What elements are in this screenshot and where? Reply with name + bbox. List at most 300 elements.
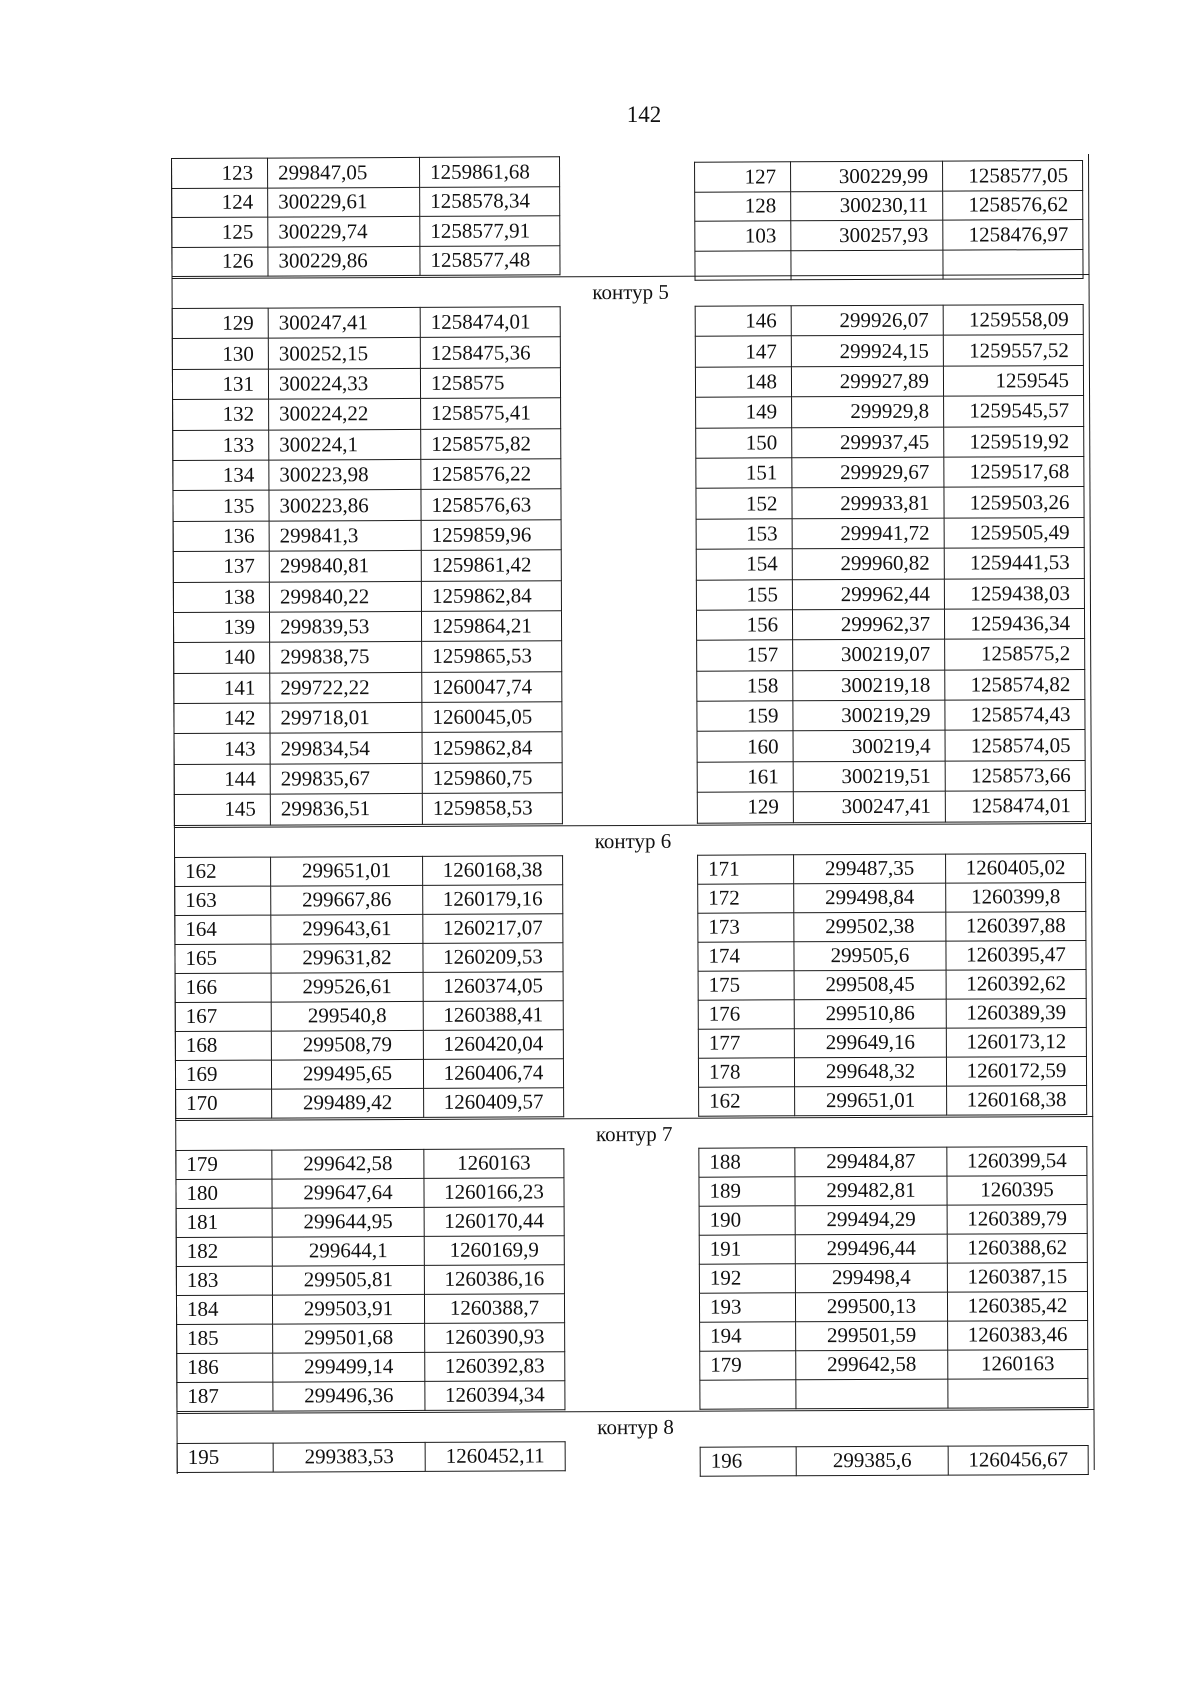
point-number-cell: 133 xyxy=(173,430,269,461)
left-coordinates-table xyxy=(177,1441,566,1473)
table-row xyxy=(173,520,561,552)
table-row xyxy=(175,972,563,1003)
x-coordinate-cell: 299508,45 xyxy=(794,970,946,1000)
y-coordinate-cell: 1260163 xyxy=(948,1349,1088,1379)
x-coordinate-cell: 299631,82 xyxy=(271,943,423,973)
point-number-cell: 129 xyxy=(172,308,268,339)
table-row xyxy=(699,1146,1087,1177)
table-row xyxy=(695,305,1083,337)
right-coordinates-table xyxy=(695,304,1086,823)
table-row xyxy=(700,1378,1088,1409)
point-number-cell: 126 xyxy=(172,247,268,277)
point-number-cell: 189 xyxy=(699,1177,795,1206)
table-row xyxy=(175,1030,563,1061)
point-number-cell: 128 xyxy=(695,191,791,221)
y-coordinate-cell: 1259557,52 xyxy=(943,335,1083,366)
table-row xyxy=(699,1085,1087,1116)
y-coordinate-cell: 1260405,02 xyxy=(946,853,1086,883)
point-number-cell: 129 xyxy=(697,792,793,823)
point-number-cell: 150 xyxy=(696,427,792,458)
y-coordinate-cell: 1260388,62 xyxy=(947,1233,1087,1263)
table-row xyxy=(175,943,563,974)
x-coordinate-cell: 299937,45 xyxy=(792,427,944,458)
point-number-cell: 162 xyxy=(175,857,271,886)
table-row xyxy=(696,456,1084,488)
table-row xyxy=(699,1204,1087,1235)
x-coordinate-cell: 299722,22 xyxy=(270,672,422,703)
point-number-cell: 145 xyxy=(174,794,270,825)
left-coordinates-table xyxy=(171,156,561,277)
x-coordinate-cell: 299847,05 xyxy=(268,157,420,187)
x-coordinate-cell: 299651,01 xyxy=(795,1086,947,1116)
x-coordinate-cell: 299505,6 xyxy=(794,941,946,971)
x-coordinate-cell: 300229,61 xyxy=(268,187,420,217)
x-coordinate-cell: 299836,51 xyxy=(270,794,422,825)
table-row xyxy=(172,157,560,188)
x-coordinate-cell: 299643,61 xyxy=(271,914,423,944)
table-row xyxy=(175,1001,563,1032)
point-number-cell: 163 xyxy=(175,886,271,915)
point-number-cell: 184 xyxy=(176,1295,272,1324)
x-coordinate-cell: 299501,68 xyxy=(273,1323,425,1353)
table-row xyxy=(698,1056,1086,1087)
y-coordinate-cell: 1259558,09 xyxy=(943,305,1083,336)
table-row xyxy=(698,969,1086,1000)
x-coordinate-cell: 299499,14 xyxy=(273,1352,425,1382)
table-row xyxy=(174,793,562,825)
x-coordinate-cell: 299835,67 xyxy=(270,763,422,794)
y-coordinate-cell: 1260392,62 xyxy=(946,969,1086,999)
point-number-cell: 153 xyxy=(696,519,792,550)
y-coordinate-cell: 1258474,01 xyxy=(420,307,560,338)
x-coordinate-cell: 299840,81 xyxy=(269,551,421,582)
table-row xyxy=(697,700,1085,732)
y-coordinate-cell: 1258475,36 xyxy=(420,337,560,368)
y-coordinate-cell: 1258575,2 xyxy=(945,639,1085,670)
y-coordinate-cell: 1260452,11 xyxy=(425,1442,565,1472)
x-coordinate-cell: 299500,13 xyxy=(795,1292,947,1322)
x-coordinate-cell: 299496,36 xyxy=(273,1381,425,1411)
table-row xyxy=(172,307,560,339)
y-coordinate-cell: 1259861,68 xyxy=(420,157,560,187)
point-number-cell: 162 xyxy=(699,1087,795,1116)
point-number-cell: 175 xyxy=(698,971,794,1000)
table-row xyxy=(175,856,563,887)
y-coordinate-cell: 1260395 xyxy=(947,1175,1087,1205)
x-coordinate-cell: 299498,84 xyxy=(794,883,946,913)
point-number-cell: 151 xyxy=(696,458,792,489)
table-row xyxy=(172,337,560,369)
point-number-cell: 139 xyxy=(173,612,269,643)
table-row xyxy=(696,487,1084,519)
y-coordinate-cell: 1260456,67 xyxy=(948,1445,1088,1475)
point-number-cell: 141 xyxy=(174,673,270,704)
x-coordinate-cell: 300224,1 xyxy=(269,429,421,460)
y-coordinate-cell: 1258576,22 xyxy=(421,459,561,490)
left-coordinates-table xyxy=(175,1148,565,1412)
y-coordinate-cell: 1260170,44 xyxy=(424,1207,564,1237)
point-number-cell: 136 xyxy=(173,521,269,552)
point-number-cell: 142 xyxy=(174,703,270,734)
point-number-cell: 174 xyxy=(698,942,794,971)
y-coordinate-cell: 1259436,34 xyxy=(944,608,1084,639)
x-coordinate-cell: 300223,86 xyxy=(269,490,421,521)
point-number-cell: 144 xyxy=(174,764,270,795)
y-coordinate-cell: 1260374,05 xyxy=(423,972,563,1002)
y-coordinate-cell: 1259862,84 xyxy=(421,580,561,611)
point-number-cell: 181 xyxy=(176,1208,272,1237)
x-coordinate-cell: 300257,93 xyxy=(791,220,943,250)
point-number-cell: 176 xyxy=(698,1000,794,1029)
point-number-cell: 178 xyxy=(698,1058,794,1087)
x-coordinate-cell: 300219,18 xyxy=(793,670,945,701)
table-row xyxy=(700,1445,1088,1476)
x-coordinate-cell: 299927,89 xyxy=(791,366,943,397)
table-row xyxy=(177,1352,565,1383)
table-row xyxy=(695,161,1083,192)
y-coordinate-cell: 1260388,41 xyxy=(423,1001,563,1031)
y-coordinate-cell: 1260387,15 xyxy=(947,1262,1087,1292)
point-number-cell: 193 xyxy=(699,1293,795,1322)
table-row xyxy=(697,669,1085,701)
y-coordinate-cell: 1260386,16 xyxy=(424,1265,564,1295)
table-row xyxy=(699,1175,1087,1206)
point-number-cell: 159 xyxy=(697,701,793,732)
y-coordinate-cell: 1260383,46 xyxy=(948,1320,1088,1350)
point-number-cell: 131 xyxy=(172,369,268,400)
y-coordinate-cell: 1259517,68 xyxy=(944,456,1084,487)
table-row xyxy=(175,1059,563,1090)
table-row xyxy=(698,940,1086,971)
x-coordinate-cell: 299526,61 xyxy=(271,972,423,1002)
y-coordinate-cell: 1260394,34 xyxy=(425,1381,565,1411)
x-coordinate-cell: 299840,22 xyxy=(269,581,421,612)
x-coordinate-cell: 299644,1 xyxy=(272,1236,424,1266)
point-number-cell: 158 xyxy=(697,670,793,701)
x-coordinate-cell: 299648,32 xyxy=(794,1057,946,1087)
table-row xyxy=(173,398,561,430)
table-row xyxy=(696,396,1084,428)
point-number-cell xyxy=(700,1380,796,1409)
y-coordinate-cell: 1258578,34 xyxy=(420,186,560,216)
x-coordinate-cell: 299933,81 xyxy=(792,487,944,518)
x-coordinate-cell: 299841,3 xyxy=(269,520,421,551)
table-row xyxy=(172,368,560,400)
point-number-cell: 168 xyxy=(175,1031,271,1060)
table-row xyxy=(695,335,1083,367)
y-coordinate-cell: 1259519,92 xyxy=(944,426,1084,457)
table-row xyxy=(176,1265,564,1296)
point-number-cell: 147 xyxy=(695,336,791,367)
table-row xyxy=(173,580,561,612)
coordinates-table xyxy=(171,154,1095,1576)
point-number-cell: 156 xyxy=(696,610,792,641)
table-row xyxy=(695,220,1083,251)
y-coordinate-cell: 1259438,03 xyxy=(944,578,1084,609)
table-row xyxy=(698,998,1086,1029)
x-coordinate-cell: 299651,01 xyxy=(271,856,423,886)
y-coordinate-cell: 1260168,38 xyxy=(423,856,563,886)
y-coordinate-cell: 1259864,21 xyxy=(421,611,561,642)
table-row xyxy=(700,1320,1088,1351)
point-number-cell: 135 xyxy=(173,490,269,521)
point-number-cell: 172 xyxy=(698,884,794,913)
point-number-cell: 188 xyxy=(699,1148,795,1177)
y-coordinate-cell: 1260169,9 xyxy=(424,1236,564,1266)
point-number-cell: 179 xyxy=(700,1351,796,1380)
x-coordinate-cell: 299642,58 xyxy=(796,1350,948,1380)
point-number-cell: 154 xyxy=(696,549,792,580)
point-number-cell: 148 xyxy=(695,367,791,398)
x-coordinate-cell: 300247,41 xyxy=(793,791,945,822)
table-row xyxy=(695,190,1083,221)
y-coordinate-cell: 1258577,91 xyxy=(420,216,560,246)
y-coordinate-cell: 1260420,04 xyxy=(423,1030,563,1060)
point-number-cell: 183 xyxy=(176,1266,272,1295)
x-coordinate-cell: 300229,86 xyxy=(268,246,420,276)
point-number-cell: 134 xyxy=(173,460,269,491)
y-coordinate-cell: 1258576,62 xyxy=(943,190,1083,220)
x-coordinate-cell: 299667,86 xyxy=(271,885,423,915)
point-number-cell: 103 xyxy=(695,221,791,251)
x-coordinate-cell: 299642,58 xyxy=(272,1149,424,1179)
point-number-cell: 186 xyxy=(177,1353,273,1382)
point-number-cell: 194 xyxy=(700,1322,796,1351)
contour-heading: контур 7 xyxy=(175,1116,1093,1150)
point-number-cell: 140 xyxy=(174,642,270,673)
point-number-cell: 146 xyxy=(695,306,791,337)
contour-heading: контур 6 xyxy=(174,823,1092,857)
table-row xyxy=(698,882,1086,913)
y-coordinate-cell: 1260390,93 xyxy=(425,1323,565,1353)
y-coordinate-cell: 1259545 xyxy=(943,365,1083,396)
x-coordinate-cell: 300229,99 xyxy=(791,161,943,191)
y-coordinate-cell: 1260399,8 xyxy=(946,882,1086,912)
point-number-cell: 143 xyxy=(174,734,270,765)
x-coordinate-cell: 299929,8 xyxy=(792,396,944,427)
table-row xyxy=(697,639,1085,671)
y-coordinate-cell: 1260217,07 xyxy=(423,914,563,944)
y-coordinate-cell: 1259545,57 xyxy=(944,396,1084,427)
point-number-cell: 160 xyxy=(697,731,793,762)
x-coordinate-cell: 299838,75 xyxy=(270,642,422,673)
x-coordinate-cell: 299498,4 xyxy=(795,1263,947,1293)
y-coordinate-cell: 1258576,63 xyxy=(421,489,561,520)
x-coordinate-cell: 299924,15 xyxy=(791,336,943,367)
x-coordinate-cell: 299647,64 xyxy=(272,1178,424,1208)
point-number-cell: 185 xyxy=(177,1324,273,1353)
x-coordinate-cell: 300219,51 xyxy=(793,761,945,792)
right-coordinates-table xyxy=(697,853,1087,1117)
point-number-cell: 132 xyxy=(173,399,269,430)
y-coordinate-cell: 1260397,88 xyxy=(946,911,1086,941)
y-coordinate-cell: 1260409,57 xyxy=(424,1088,564,1118)
x-coordinate-cell: 300229,74 xyxy=(268,216,420,246)
y-coordinate-cell: 1258577,05 xyxy=(943,161,1083,191)
y-coordinate-cell: 1258574,43 xyxy=(945,700,1085,731)
table-row xyxy=(695,365,1083,397)
x-coordinate-cell: 300224,22 xyxy=(269,399,421,430)
point-number-cell: 177 xyxy=(698,1029,794,1058)
x-coordinate-cell: 299489,42 xyxy=(272,1088,424,1118)
x-coordinate-cell: 299540,8 xyxy=(271,1001,423,1031)
x-coordinate-cell: 299495,65 xyxy=(271,1059,423,1089)
table-row xyxy=(696,517,1084,549)
point-number-cell: 123 xyxy=(172,158,268,188)
table-row xyxy=(696,608,1084,640)
table-row xyxy=(177,1381,565,1412)
contour-block xyxy=(174,853,1093,1120)
table-row xyxy=(175,885,563,916)
y-coordinate-cell xyxy=(948,1378,1088,1408)
table-row xyxy=(699,1262,1087,1293)
point-number-cell: 187 xyxy=(177,1382,273,1411)
y-coordinate-cell: 1259865,53 xyxy=(422,641,562,672)
point-number-cell: 124 xyxy=(172,188,268,218)
table-row xyxy=(175,914,563,945)
point-number-cell: 125 xyxy=(172,217,268,247)
y-coordinate-cell: 1260163 xyxy=(424,1149,564,1179)
x-coordinate-cell: 299383,53 xyxy=(273,1442,425,1472)
y-coordinate-cell: 1260166,23 xyxy=(424,1178,564,1208)
x-coordinate-cell: 299718,01 xyxy=(270,702,422,733)
y-coordinate-cell: 1258474,01 xyxy=(945,791,1085,822)
y-coordinate-cell: 1258575 xyxy=(420,368,560,399)
point-number-cell: 155 xyxy=(696,579,792,610)
table-row xyxy=(696,426,1084,458)
table-row xyxy=(176,1149,564,1180)
table-row xyxy=(696,548,1084,580)
y-coordinate-cell: 1260389,39 xyxy=(946,998,1086,1028)
left-coordinates-table xyxy=(174,855,564,1119)
table-row xyxy=(174,732,562,764)
y-coordinate-cell: 1260399,54 xyxy=(947,1146,1087,1176)
contour-heading: контур 8 xyxy=(176,1409,1094,1443)
table-row xyxy=(174,702,562,734)
point-number-cell: 165 xyxy=(175,944,271,973)
x-coordinate-cell: 299962,37 xyxy=(792,609,944,640)
y-coordinate-cell: 1258575,82 xyxy=(421,428,561,459)
y-coordinate-cell: 1260173,12 xyxy=(946,1027,1086,1057)
x-coordinate-cell: 299834,54 xyxy=(270,733,422,764)
x-coordinate-cell: 299487,35 xyxy=(794,854,946,884)
x-coordinate-cell: 299649,16 xyxy=(794,1028,946,1058)
point-number-cell: 161 xyxy=(697,762,793,793)
x-coordinate-cell: 299962,44 xyxy=(792,579,944,610)
table-row xyxy=(176,1178,564,1209)
x-coordinate-cell: 300219,29 xyxy=(793,700,945,731)
point-number-cell: 179 xyxy=(176,1150,272,1179)
contour-block xyxy=(177,1439,1095,1474)
table-row xyxy=(173,550,561,582)
x-coordinate-cell: 299941,72 xyxy=(792,518,944,549)
x-coordinate-cell: 299960,82 xyxy=(792,548,944,579)
left-coordinates-table xyxy=(172,306,563,825)
x-coordinate-cell: 299502,38 xyxy=(794,912,946,942)
point-number-cell: 195 xyxy=(177,1443,273,1472)
x-coordinate-cell: 299484,87 xyxy=(795,1147,947,1177)
table-row xyxy=(174,641,562,673)
table-row xyxy=(697,791,1085,823)
point-number-cell: 157 xyxy=(697,640,793,671)
table-row xyxy=(696,578,1084,610)
point-number-cell: 196 xyxy=(700,1447,796,1476)
table-row xyxy=(700,1349,1088,1380)
x-coordinate-cell: 300230,11 xyxy=(791,191,943,221)
page-number: 142 xyxy=(626,102,662,127)
x-coordinate-cell: 299501,59 xyxy=(796,1321,948,1351)
x-coordinate-cell: 299503,91 xyxy=(272,1294,424,1324)
x-coordinate-cell: 300247,41 xyxy=(268,307,420,338)
y-coordinate-cell: 1260172,59 xyxy=(946,1056,1086,1086)
point-number-cell: 166 xyxy=(175,973,271,1002)
point-number-cell: 182 xyxy=(176,1237,272,1266)
contour-block xyxy=(175,1146,1094,1413)
right-coordinates-table xyxy=(694,160,1084,281)
x-coordinate-cell: 300224,33 xyxy=(268,368,420,399)
y-coordinate-cell: 1260179,16 xyxy=(423,885,563,915)
table-row xyxy=(172,186,560,217)
table-row xyxy=(173,459,561,491)
x-coordinate-cell: 300219,07 xyxy=(793,639,945,670)
table-row xyxy=(697,760,1085,792)
table-row xyxy=(173,489,561,521)
y-coordinate-cell: 1258575,41 xyxy=(421,398,561,429)
x-coordinate-cell: 299929,67 xyxy=(792,457,944,488)
y-coordinate-cell: 1260209,53 xyxy=(423,943,563,973)
x-coordinate-cell: 299385,6 xyxy=(796,1446,948,1476)
x-coordinate-cell: 300223,98 xyxy=(269,459,421,490)
table-row xyxy=(699,1291,1087,1322)
x-coordinate-cell xyxy=(796,1379,948,1409)
y-coordinate-cell: 1260168,38 xyxy=(947,1085,1087,1115)
right-coordinates-table xyxy=(698,1146,1088,1410)
y-coordinate-cell: 1259859,96 xyxy=(421,520,561,551)
y-coordinate-cell: 1259441,53 xyxy=(944,548,1084,579)
y-coordinate-cell: 1258577,48 xyxy=(420,245,560,275)
table-row xyxy=(174,671,562,703)
contour-heading: контур 5 xyxy=(172,274,1090,308)
y-coordinate-cell: 1260406,74 xyxy=(423,1059,563,1089)
point-number-cell: 170 xyxy=(176,1089,272,1118)
point-number-cell: 171 xyxy=(698,855,794,884)
x-coordinate-cell: 299505,81 xyxy=(272,1265,424,1295)
y-coordinate-cell: 1260385,42 xyxy=(947,1291,1087,1321)
table-row xyxy=(176,1207,564,1238)
y-coordinate-cell: 1260392,83 xyxy=(425,1352,565,1382)
x-coordinate-cell: 299508,79 xyxy=(271,1030,423,1060)
y-coordinate-cell: 1260047,74 xyxy=(422,671,562,702)
point-number-cell: 180 xyxy=(176,1179,272,1208)
point-number-cell: 152 xyxy=(696,488,792,519)
table-row xyxy=(698,853,1086,884)
table-row xyxy=(173,428,561,460)
contour-block xyxy=(172,304,1092,827)
point-number-cell: 167 xyxy=(175,1002,271,1031)
right-coordinates-table xyxy=(700,1445,1089,1477)
table-row xyxy=(172,216,560,247)
y-coordinate-cell: 1258476,97 xyxy=(943,220,1083,250)
table-row xyxy=(698,911,1086,942)
table-row xyxy=(177,1323,565,1354)
point-number-cell: 127 xyxy=(695,162,791,192)
table-row xyxy=(699,1233,1087,1264)
table-row xyxy=(176,1088,564,1119)
point-number-cell: 191 xyxy=(699,1235,795,1264)
contour-block xyxy=(171,154,1090,278)
table-row xyxy=(698,1027,1086,1058)
x-coordinate-cell: 299839,53 xyxy=(269,611,421,642)
